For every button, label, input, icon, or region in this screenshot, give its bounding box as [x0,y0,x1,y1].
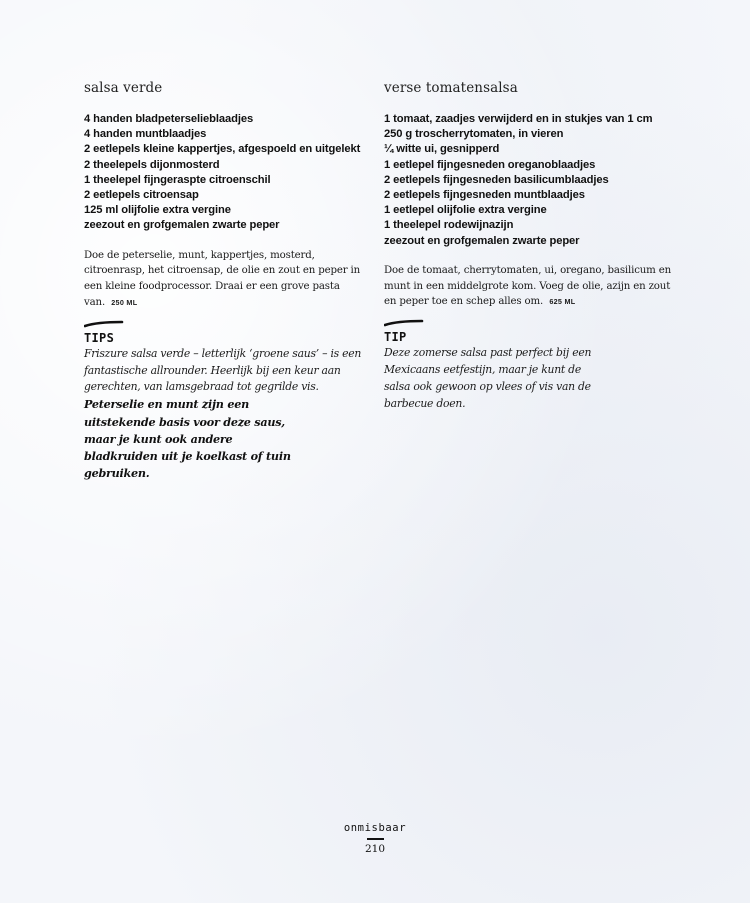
method-paragraph [384,263,674,310]
ingredient-item: 1 theelepel fijngeraspte citroenschil [84,173,271,186]
ingredient-item: zeezout en grofgemalen zwarte peper [84,219,280,232]
ingredient-item: 1 eetlepel olijfolie extra vergine [384,204,547,217]
yield-label: 625 ML [549,297,576,307]
tip-italic-text: Deze zomerse salsa past perfect bij een Mexicaans eetfestijn, maar je kunt de salsa ook gewoon op vlees of vis van de barbecue doen. [384,346,592,410]
ingredient-item: 2 eetlepels citroensap [84,189,199,202]
ingredient-item: 2 eetlepels kleine kappertjes, afgespoeld en uitgelekt [84,143,361,156]
ingredient-item: 1 tomaat, zaadjes verwijderd en in stukjes van 1 cm [384,113,653,125]
page-footer [0,822,750,855]
brush-stroke-divider [384,318,424,328]
ingredient-item: 2 theelepels dijonmosterd [84,158,220,171]
recipe-title: salsa verde [84,80,163,96]
method-paragraph [84,248,369,311]
ingredient-item: 2 eetlepels fijngesneden muntblaadjes [384,189,585,202]
ingredient-list [84,112,369,234]
yield-label: 250 ML [111,298,138,308]
page-number: 210 [364,843,386,855]
ingredient-item: 125 ml olijfolie extra vergine [84,204,231,217]
ingredient-item: 2 eetlepels fijngesneden basilicumblaadjes [384,173,609,186]
ingredient-item: 1 eetlepel fijngesneden oreganoblaadjes [384,158,596,171]
section-label: onmisbaar [343,822,407,834]
method-text: Doe de tomaat, cherrytomaten, ui, oregano, basilicum en munt in een middelgrote kom. Voeg de olie, azijn en zout en peper toe en schep alles om. [384,264,672,308]
recipe-verse-tomatensalsa [384,80,674,412]
ingredient-item: 250 g troscherrytomaten, in vieren [384,128,564,141]
ingredient-item: ¼ witte ui, gesnipperd [384,143,500,156]
recipe-salsa-verde [84,80,369,483]
method-text: Doe de peterselie, munt, kappertjes, mosterd, citroenrasp, het citroensap, de olie en zout en peper in een kleine foodprocessor. Draai er een grove pasta van. [84,249,361,309]
tips-heading: TIPS [84,330,115,345]
tip-bold-text: Peterselie en munt zijn een uitstekende basis voor deze saus, maar je kunt ook andere bladkruiden uit je koelkast of tuin gebruiken. [84,397,291,481]
ingredient-item: 4 handen bladpeterselieblaadjes [84,113,254,125]
brush-stroke-divider [84,319,124,329]
ingredient-item: 4 handen muntblaadjes [84,128,207,141]
ingredient-list [384,112,674,249]
recipe-title: verse tomatensalsa [384,80,518,96]
tips-heading: TIP [384,330,407,345]
ingredient-item: zeezout en grofgemalen zwarte peper [384,234,580,247]
footer-divider [367,838,384,840]
ingredient-item: 1 theelepel rodewijnazijn [384,219,514,232]
tip-italic-text: Friszure salsa verde – letterlijk ‘groene saus’ – is een fantastische allrounder. Heerlijk bij een keur aan gerechten, van lamsgebraad tot gegrilde vis. [84,346,362,394]
